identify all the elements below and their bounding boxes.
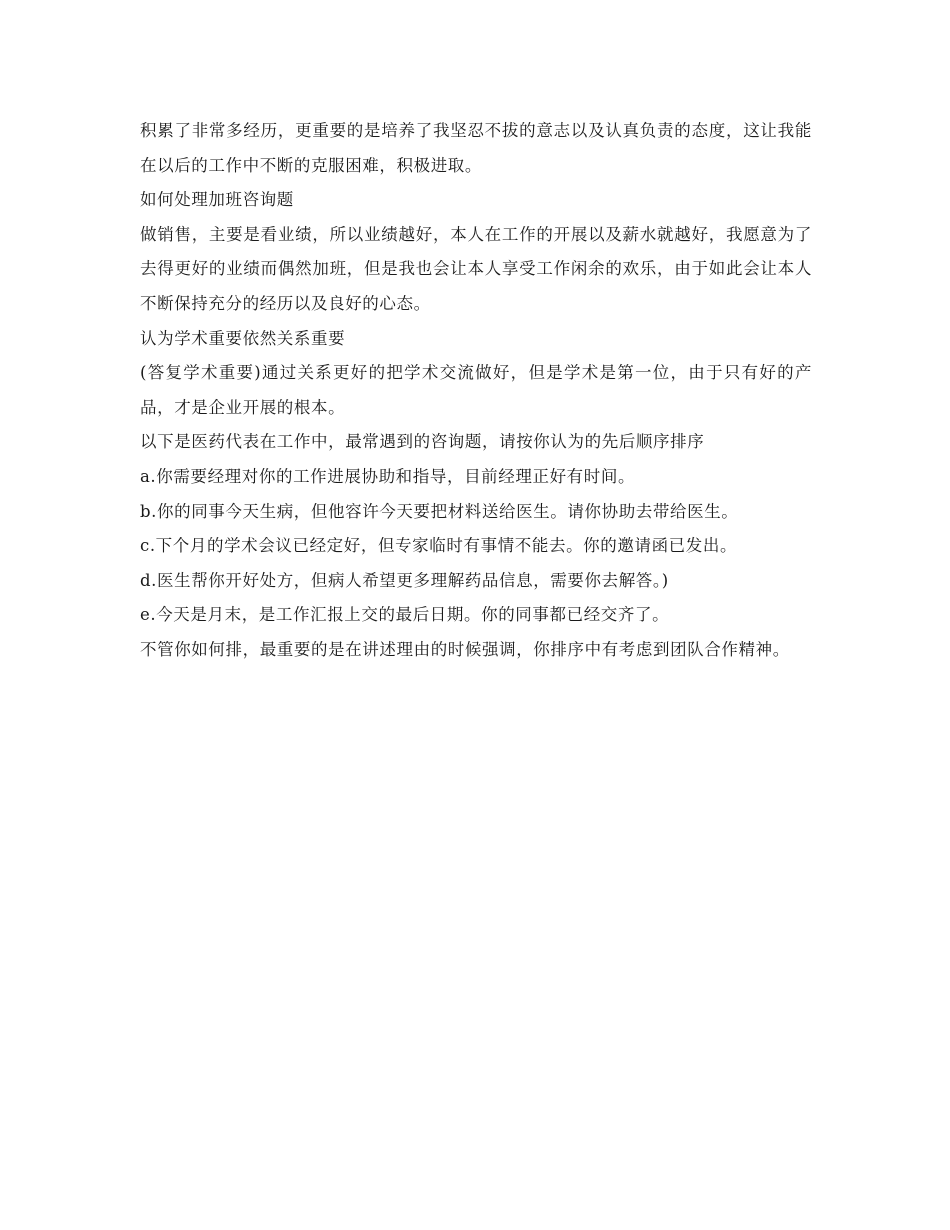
heading-academic-vs-relations: 认为学术重要依然关系重要 xyxy=(140,328,346,348)
list-item-e: e.今天是月末，是工作汇报上交的最后日期。你的同事都已经交齐了。 xyxy=(140,605,670,625)
paragraph-ranking-intro: 以下是医药代表在工作中，最常遇到的咨询题，请按你认为的先后顺序排序 xyxy=(140,432,705,452)
heading-overtime: 如何处理加班咨询题 xyxy=(140,190,294,210)
list-item-a: a.你需要经理对你的工作进展协助和指导，目前经理正好有时间。 xyxy=(140,466,636,486)
paragraph-sales: 做销售，主要是看业绩，所以业绩越好，本人在工作的开展以及薪水就越好，我愿意为了去得更好的业绩而偶然加班，但是我也会让本人享受工作闲余的欢乐，由于如此会让本人不断保持充分的经历以及良好的心态。 xyxy=(140,224,812,313)
document-body xyxy=(140,114,812,668)
paragraph-academic: (答复学术重要)通过关系更好的把学术交流做好，但是学术是第一位，由于只有好的产品，才是企业开展的根本。 xyxy=(140,363,812,417)
list-item-b: b.你的同事今天生病，但他容许今天要把材料送给医生。请你协助去带给医生。 xyxy=(140,501,739,521)
paragraph-experience: 积累了非常多经历，更重要的是培养了我坚忍不拔的意志以及认真负责的态度，这让我能在以后的工作中不断的克服困难，积极进取。 xyxy=(140,121,812,175)
list-item-d: d.医生帮你开好处方，但病人希望更多理解药品信息，需要你去解答。) xyxy=(140,570,669,590)
list-item-c: c.下个月的学术会议已经定好，但专家临时有事情不能去。你的邀请函已发出。 xyxy=(140,536,738,556)
paragraph-conclusion: 不管你如何排，最重要的是在讲述理由的时候强调，你排序中有考虑到团队合作精神。 xyxy=(140,639,790,659)
